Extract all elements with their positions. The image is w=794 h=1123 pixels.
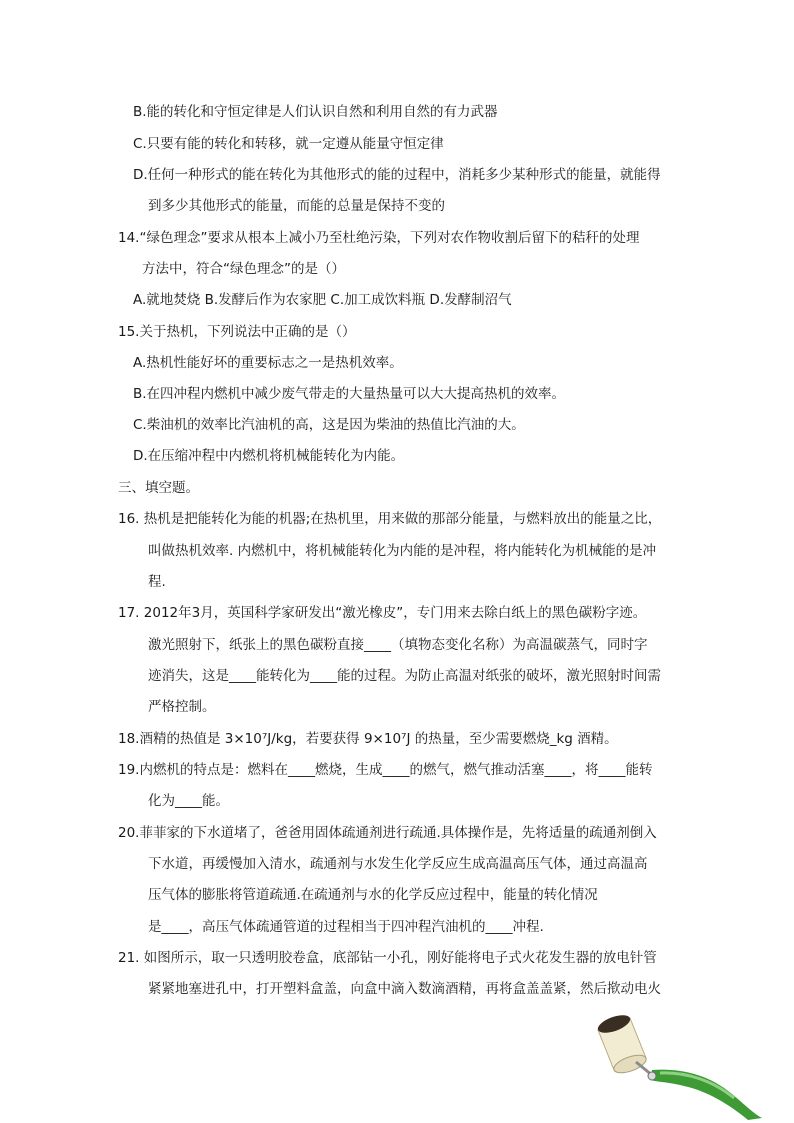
q15-option-c: C.柴油机的效率比汽油机的高，这是因为柴油的热值比汽油的大。 bbox=[133, 417, 525, 433]
q20-line4: 是____，高压气体疏通管道的过程相当于四冲程汽油机的____冲程. bbox=[148, 919, 544, 935]
q14-stem-line2: 方法中，符合“绿色理念”的是（） bbox=[142, 261, 345, 277]
q15-option-d: D.在压缩冲程中内燃机将机械能转化为内能。 bbox=[133, 448, 405, 464]
q16-line1: 16. 热机是把能转化为能的机器;在热机里，用来做的那部分能量，与燃料放出的能量之比， bbox=[118, 511, 662, 527]
q20-line3: 压气体的膨胀将管道疏通.在疏通剂与水的化学反应过程中，能量的转化情况 bbox=[148, 887, 598, 903]
spark-generator-figure bbox=[588, 1010, 774, 1120]
section-heading-fill-in: 三、填空题。 bbox=[118, 480, 199, 496]
q20-line1: 20.菲菲家的下水道堵了，爸爸用固体疏通剂进行疏通.具体操作是，先将适量的疏通剂倒入 bbox=[118, 825, 657, 841]
q17-line1: 17. 2012年3月，英国科学家研发出“激光橡皮”，专门用来去除白纸上的黑色碳粉字迹。 bbox=[118, 605, 647, 621]
q17-line2: 激光照射下，纸张上的黑色碳粉直接____（填物态变化名称）为高温碳蒸气，同时字 bbox=[148, 637, 648, 653]
q15-stem: 15.关于热机，下列说法中正确的是（） bbox=[118, 324, 356, 340]
q19-line1: 19.内燃机的特点是：燃料在____燃烧，生成____的燃气，燃气推动活塞____，将____能转 bbox=[118, 762, 653, 778]
q21-line1: 21. 如图所示，取一只透明胶卷盒，底部钻一小孔，刚好能将电子式火花发生器的放电针管 bbox=[118, 950, 657, 966]
q19-line2: 化为____能。 bbox=[148, 793, 229, 809]
q13-option-c: C.只要有能的转化和转移，就一定遵从能量守恒定律 bbox=[133, 136, 444, 152]
q16-line2: 叫做热机效率. 内燃机中，将机械能转化为内能的是冲程，将内能转化为机械能的是冲 bbox=[148, 543, 657, 559]
q17-line4: 严格控制。 bbox=[148, 699, 216, 715]
q13-option-d-line2: 到多少其他形式的能量，而能的总量是保持不变的 bbox=[148, 198, 445, 214]
q14-options: A.就地焚烧 B.发酵后作为农家肥 C.加工成饮料瓶 D.发酵制沼气 bbox=[133, 292, 512, 308]
spark-igniter-image bbox=[636, 1062, 762, 1120]
q15-option-a: A.热机性能好坏的重要标志之一是热机效率。 bbox=[133, 355, 403, 371]
q20-line2: 下水道，再缓慢加入清水，疏通剂与水发生化学反应生成高温高压气体，通过高温高 bbox=[148, 856, 648, 872]
q16-line3: 程. bbox=[148, 574, 166, 590]
q17-line3: 迹消失，这是____能转化为____能的过程。为防止高温对纸张的破坏，激光照射时间需 bbox=[148, 668, 661, 684]
q13-option-d-line1: D.任何一种形式的能在转化为其他形式的能的过程中，消耗多少某种形式的能量，就能得 bbox=[133, 167, 661, 183]
q13-option-b: B.能的转化和守恒定律是人们认识自然和利用自然的有力武器 bbox=[133, 104, 498, 120]
q21-line2: 紧紧地塞进孔中，打开塑料盒盖，向盒中滴入数滴酒精，再将盒盖盖紧，然后揿动电火 bbox=[148, 981, 661, 997]
q18-line1: 18.酒精的热值是 3×10⁷J/kg，若要获得 9×10⁷J 的热量，至少需要燃烧_kg 酒精。 bbox=[118, 731, 618, 747]
q15-option-b: B.在四冲程内燃机中减少废气带走的大量热量可以大大提高热机的效率。 bbox=[133, 386, 566, 402]
q14-stem-line1: 14.“绿色理念”要求从根本上减小乃至杜绝污染，下列对农作物收割后留下的秸秆的处理 bbox=[118, 230, 640, 246]
